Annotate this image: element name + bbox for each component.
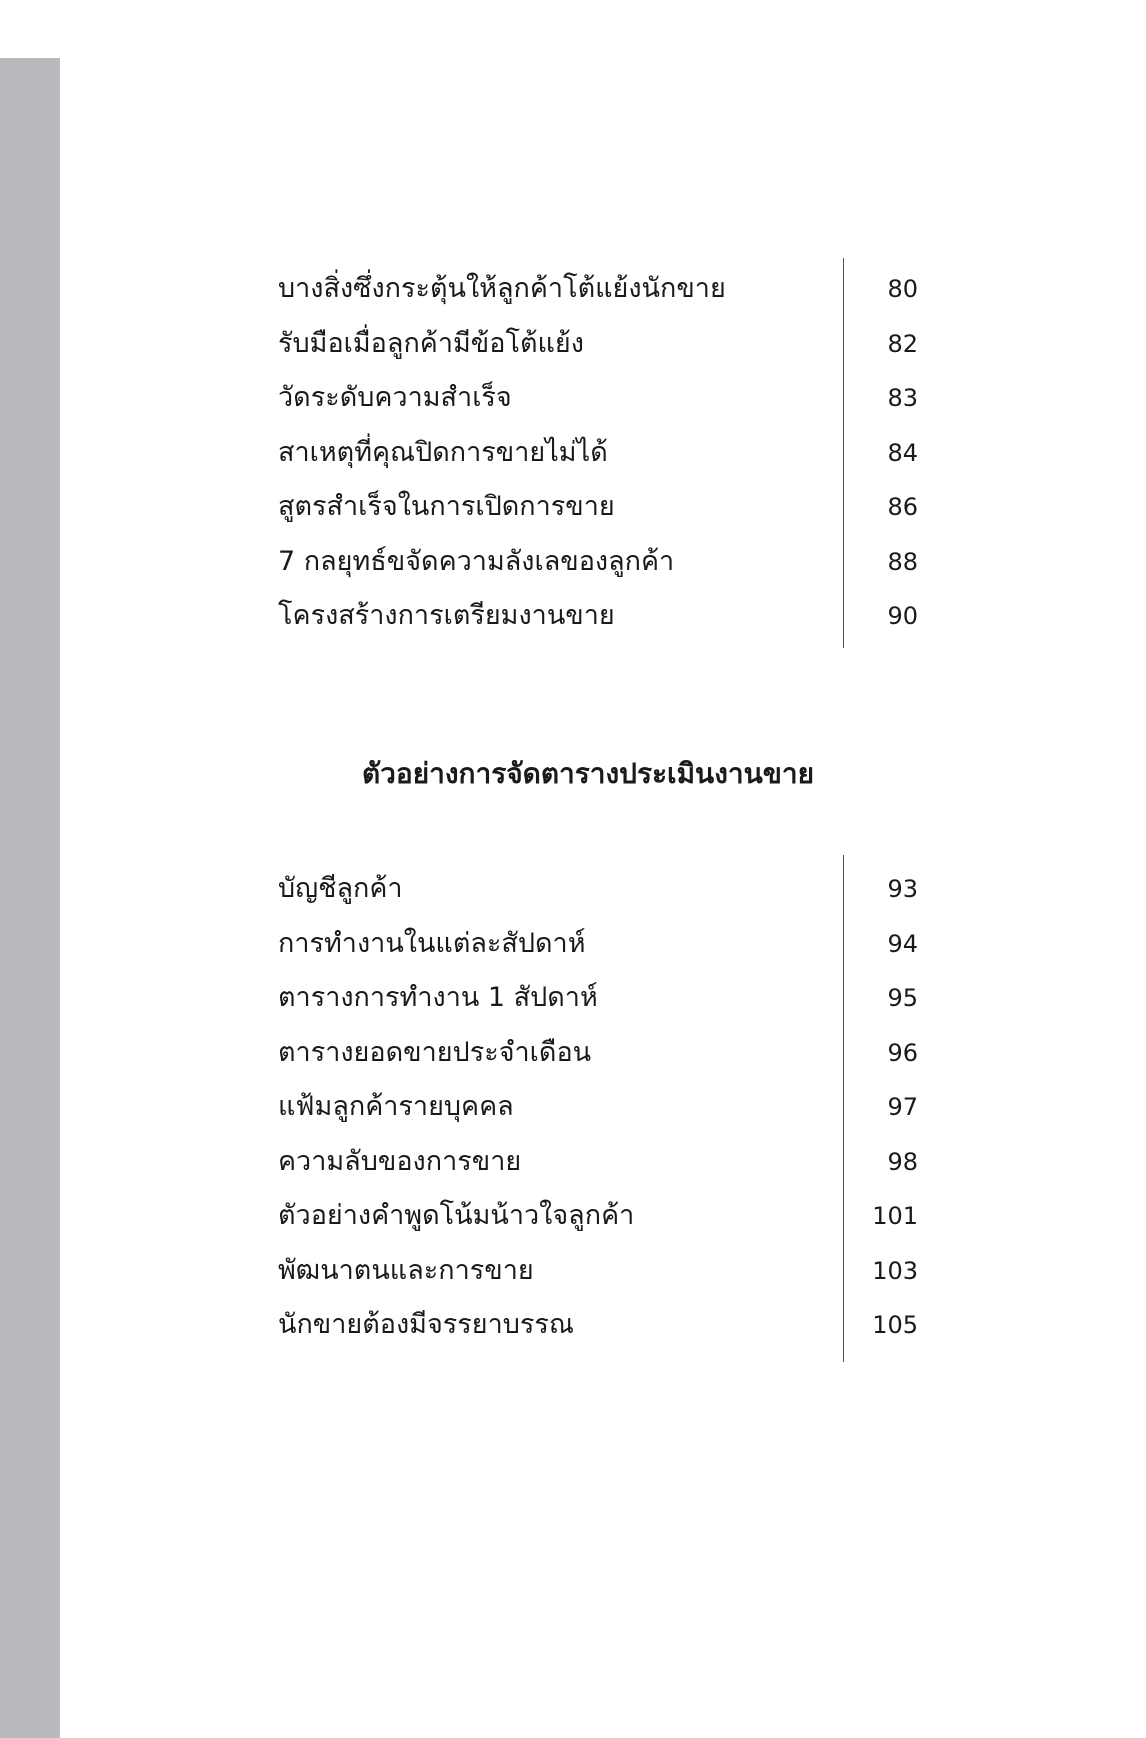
page-side-bar [0,58,60,1738]
toc-entry [278,317,918,372]
toc-entry-title: การทำงานในแต่ละสัปดาห์ [278,927,586,959]
toc-entry [278,535,918,590]
toc-entry [278,371,918,426]
toc-entry [278,1135,918,1190]
toc-entry-page: 86 [887,493,918,521]
toc-entry [278,862,918,917]
toc-entry [278,1080,918,1135]
toc-entry [278,971,918,1026]
toc-entry-title: วัดระดับความสำเร็จ [278,382,512,413]
toc-entry [278,917,918,972]
toc-entry [278,589,918,644]
toc-entry-title: โครงสร้างการเตรียมงานขาย [278,600,615,631]
toc-entry [278,426,918,481]
toc-entry-title: แฟ้มลูกค้ารายบุคคล [278,1091,514,1122]
toc-entry-page: 98 [887,1147,918,1176]
toc-entry [278,262,918,317]
toc-entry-title: รับมือเมื่อลูกค้ามีข้อโต้แย้ง [278,327,584,359]
toc-entry-page: 97 [887,1093,918,1121]
toc-entry-page: 88 [887,547,918,576]
toc-entry-title: ตารางการทำงาน 1 สัปดาห์ [278,982,598,1013]
toc-entry [278,1298,918,1353]
toc-entry [278,1189,918,1244]
toc-list-section-1 [278,262,918,644]
toc-entry-title: ตารางยอดขายประจำเดือน [278,1036,592,1068]
toc-entry-title: สาเหตุที่คุณปิดการขายไม่ได้ [278,436,608,468]
toc-list-section-2 [278,862,918,1353]
toc-entry-title: พัฒนาตนและการขาย [278,1254,534,1286]
section-heading: ตัวอย่างการจัดตารางประเมินงานขาย [362,757,814,790]
toc-entry-page: 90 [887,602,918,630]
toc-entry-page: 96 [887,1038,918,1067]
toc-entry-page: 82 [887,329,918,358]
toc-entry-page: 93 [887,875,918,903]
toc-entry [278,480,918,535]
toc-entry-page: 84 [887,438,918,467]
toc-entry-title: สูตรสำเร็จในการเปิดการขาย [278,491,615,522]
toc-entry [278,1244,918,1299]
toc-entry-title: 7 กลยุทธ์ขจัดความลังเลของลูกค้า [278,545,675,577]
toc-entry-page: 80 [887,275,918,303]
toc-entry [278,1026,918,1081]
toc-entry-title: ความลับของการขาย [278,1145,522,1177]
toc-entry-page: 95 [887,984,918,1012]
toc-entry-title: นักขายต้องมีจรรยาบรรณ [278,1309,574,1340]
toc-entry-page: 105 [872,1311,918,1339]
toc-entry-title: บัญชีลูกค้า [278,873,403,904]
toc-entry-page: 103 [872,1256,918,1285]
toc-entry-title: บางสิ่งซึ่งกระตุ้นให้ลูกค้าโต้แย้งนักขาย [278,273,726,304]
toc-entry-page: 101 [872,1202,918,1230]
toc-entry-page: 83 [887,384,918,412]
toc-entry-title: ตัวอย่างคำพูดโน้มน้าวใจลูกค้า [278,1200,635,1231]
toc-entry-page: 94 [887,929,918,958]
